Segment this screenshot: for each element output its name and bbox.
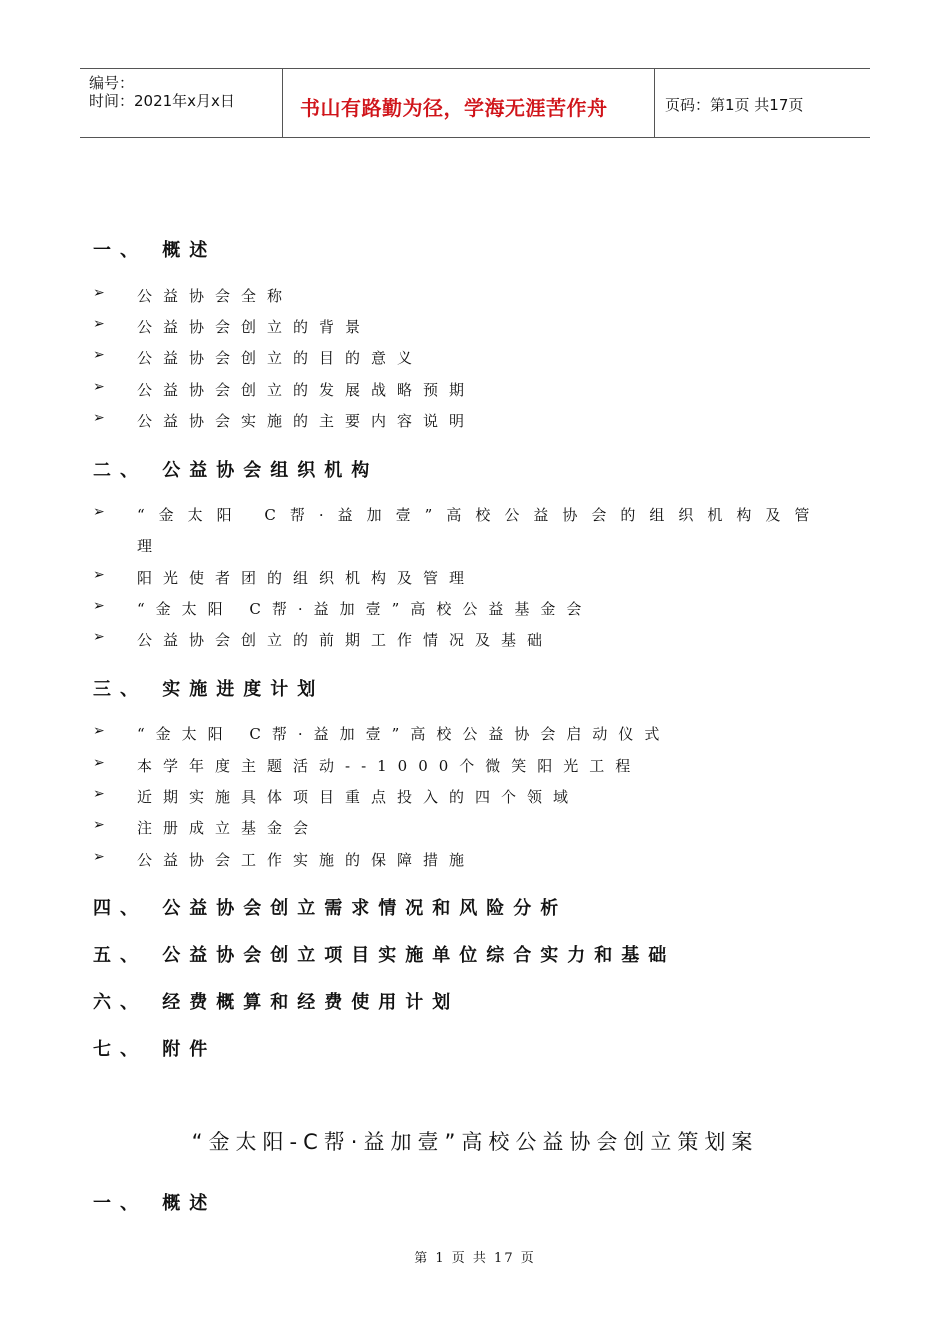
bullet-arrow-icon: ➢ xyxy=(93,316,105,332)
page-header xyxy=(80,68,870,138)
toc-heading-6: 六、 经费概算和经费使用计划 xyxy=(93,992,460,1013)
bullet-arrow-icon: ➢ xyxy=(93,723,105,739)
number-label: 编号： xyxy=(89,74,135,92)
bullet-arrow-icon: ➢ xyxy=(93,786,105,802)
header-info-cell xyxy=(80,69,283,137)
toc-heading-4: 四、 公益协会创立需求情况和风险分析 xyxy=(93,898,568,919)
toc-item-continuation: 理 xyxy=(137,537,153,555)
bullet-arrow-icon: ➢ xyxy=(93,285,105,301)
toc-heading-7: 七、 附件 xyxy=(93,1039,217,1060)
body-heading: 一、 概述 xyxy=(93,1193,217,1214)
bullet-arrow-icon: ➢ xyxy=(93,817,105,833)
bullet-arrow-icon: ➢ xyxy=(93,849,105,865)
bullet-arrow-icon: ➢ xyxy=(93,379,105,395)
toc-heading-2: 二、 公益协会组织机构 xyxy=(93,460,379,481)
header-motto-cell xyxy=(282,69,655,137)
bullet-arrow-icon: ➢ xyxy=(93,410,105,426)
bullet-arrow-icon: ➢ xyxy=(93,755,105,771)
bullet-arrow-icon: ➢ xyxy=(93,629,105,645)
bullet-arrow-icon: ➢ xyxy=(93,598,105,614)
document-title: “金太阳-C帮·益加壹”高校公益协会创立策划案 xyxy=(191,1130,759,1154)
time-label: 时间：2021年x月x日 xyxy=(89,92,235,110)
bullet-arrow-icon: ➢ xyxy=(93,504,105,520)
toc-heading-1: 一、 概述 xyxy=(93,240,217,261)
page-footer: 第 1 页 共 17 页 xyxy=(414,1251,536,1266)
motto: 书山有路勤为径，学海无涯苦作舟 xyxy=(300,96,608,120)
page-info: 页码：第1页 共17页 xyxy=(665,96,804,114)
bullet-arrow-icon: ➢ xyxy=(93,347,105,363)
toc-heading-5: 五、 公益协会创立项目实施单位综合实力和基础 xyxy=(93,945,676,966)
toc-heading-3: 三、 实施进度计划 xyxy=(93,679,325,700)
bullet-arrow-icon: ➢ xyxy=(93,567,105,583)
